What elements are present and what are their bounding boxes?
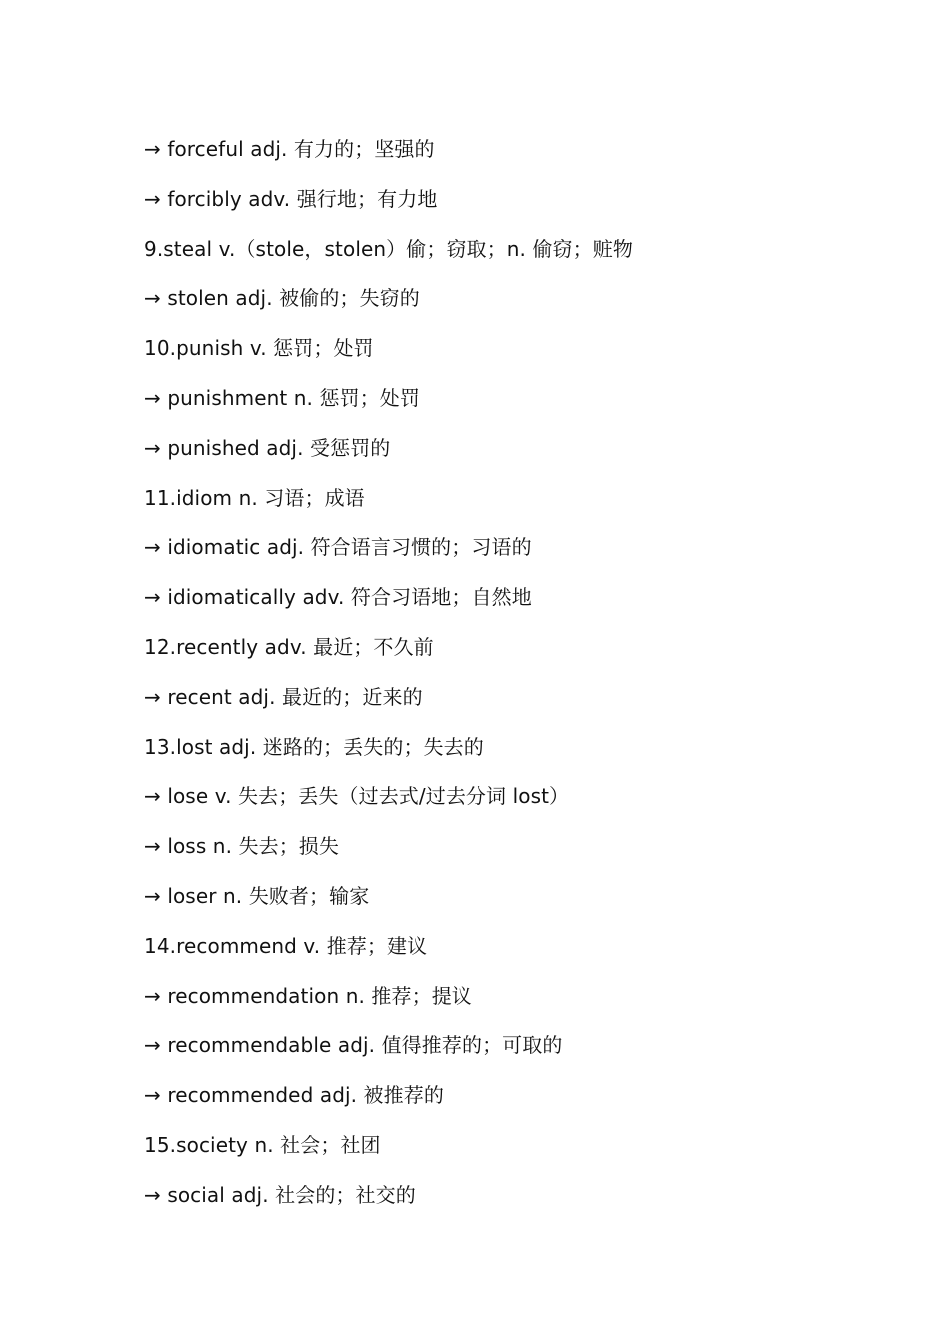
vocab-line-punished: → punished adj. 受惩罚的 — [144, 435, 391, 460]
vocab-line-recommendation: → recommendation n. 推荐；提议 — [144, 983, 472, 1008]
vocab-line-idiomatic: → idiomatic adj. 符合语言习惯的；习语的 — [144, 535, 532, 560]
vocab-line-idiomatically: → idiomatically adv. 符合习语地；自然地 — [144, 585, 532, 610]
vocab-line-recommended: → recommended adj. 被推荐的 — [144, 1083, 444, 1108]
vocab-line-social: → social adj. 社会的；社交的 — [144, 1182, 416, 1207]
vocab-entry-recently: 12.recently adv. 最近；不久前 — [144, 634, 434, 659]
vocab-line-loser: → loser n. 失败者；输家 — [144, 883, 370, 908]
vocab-entry-society: 15.society n. 社会；社团 — [144, 1132, 381, 1157]
vocab-entry-lost: 13.lost adj. 迷路的；丢失的；失去的 — [144, 734, 484, 759]
vocab-entry-steal: 9.steal v.（stole，stolen）偷；窃取；n. 偷窃；赃物 — [144, 236, 633, 261]
vocab-line-recent: → recent adj. 最近的；近来的 — [144, 684, 423, 709]
vocab-entry-idiom: 11.idiom n. 习语；成语 — [144, 485, 365, 510]
vocab-line-punishment: → punishment n. 惩罚；处罚 — [144, 385, 420, 410]
vocab-line-recommendable: → recommendable adj. 值得推荐的；可取的 — [144, 1033, 563, 1058]
vocab-line-loss: → loss n. 失去；损失 — [144, 834, 339, 859]
vocab-entry-recommend: 14.recommend v. 推荐；建议 — [144, 933, 428, 958]
vocab-line-forceful: → forceful adj. 有力的；坚强的 — [144, 137, 435, 161]
vocab-line-lose: → lose v. 失去；丢失（过去式/过去分词 lost） — [144, 784, 570, 809]
vocabulary-list — [144, 132, 904, 1228]
vocab-line-stolen: → stolen adj. 被偷的；失窃的 — [144, 286, 420, 311]
vocab-entry-punish: 10.punish v. 惩罚；处罚 — [144, 336, 374, 361]
vocab-line-forcibly: → forcibly adv. 强行地；有力地 — [144, 186, 438, 211]
